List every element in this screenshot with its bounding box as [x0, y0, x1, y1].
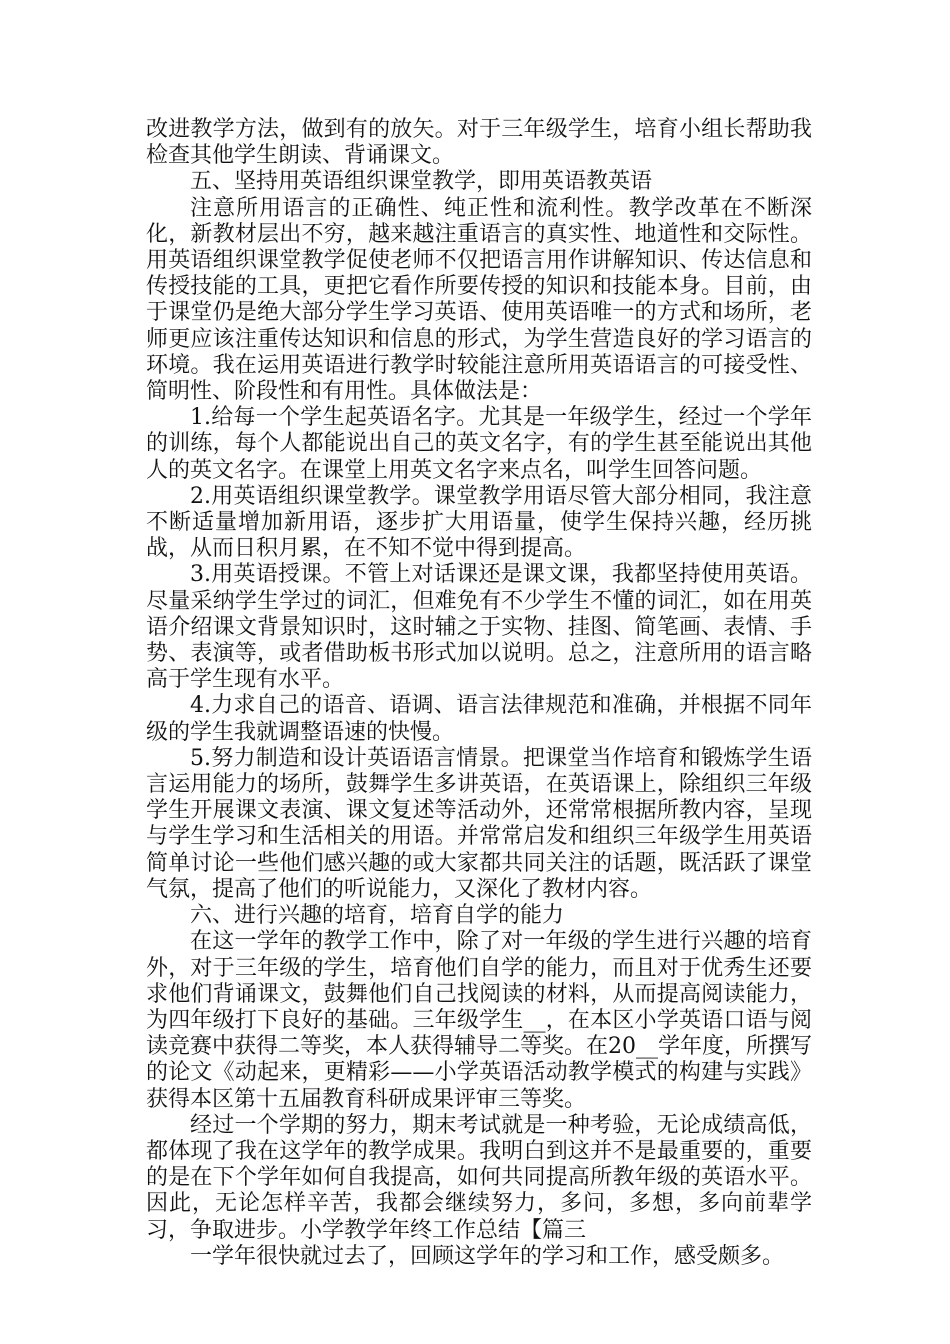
paragraph-10: 在这一学年的教学工作中，除了对一年级的学生进行兴趣的培育外，对于三年级的学生，培育他们自学的能力，而且对于优秀生还要求他们背诵课文，鼓舞他们自己找阅读的材料，从而提高阅读能力，为四年级打下良好的基础。三年级学生__，在本区小学英语口语与阅读竞赛中获得二等奖，本人获得辅导二等奖。在20__学年度，所撰写的论文《动起来，更精彩——小学英语活动教学模式的构建与实践》获得本区第十五届教育科研成果评审三等奖。 — [146, 929, 812, 1112]
paragraph-1: 改进教学方法，做到有的放矢。对于三年级学生，培育小组长帮助我检查其他学生朗读、背诵课文。 — [146, 117, 812, 169]
paragraph-12: 一学年很快就过去了，回顾这学年的学习和工作，感受颇多。 — [190, 1243, 785, 1269]
document-body — [146, 117, 812, 1270]
list-item-5: 5.努力制造和设计英语语言情景。把课堂当作培育和锻炼学生语言运用能力的场所，鼓舞学生多讲英语，在英语课上，除组织三年级学生开展课文表演、课文复述等活动外，还常常根据所教内容，呈现与学生学习和生活相关的用语。并常常启发和组织三年级学生用英语简单讨论一些他们感兴趣的或大家都共同关注的话题，既活跃了课堂气氛，提高了他们的听说能力，又深化了教材内容。 — [146, 745, 812, 902]
paragraph-3: 注意所用语言的正确性、纯正性和流利性。教学改革在不断深化，新教材层出不穷，越来越注重语言的真实性、地道性和交际性。用英语组织课堂教学促使老师不仅把语言用作讲解知识、传达信息和传授技能的工具，更把它看作所要传授的知识和技能本身。目前，由于课堂仍是绝大部分学生学习英语、使用英语唯一的方式和场所，老师更应该注重传达知识和信息的形式，为学生营造良好的学习语言的环境。我在运用英语进行教学时较能注意所用英语语言的可接受性、简明性、阶段性和有用性。具体做法是： — [146, 195, 812, 405]
list-item-2: 2.用英语组织课堂教学。课堂教学用语尽管大部分相同，我注意不断适量增加新用语，逐步扩大用语量，使学生保持兴趣，经历挑战，从而日积月累，在不知不觉中得到提高。 — [146, 483, 812, 562]
paragraph-11: 经过一个学期的努力，期末考试就是一种考验，无论成绩高低，都体现了我在这学年的教学成果。我明白到这并不是最重要的，重要的是在下个学年如何自我提高，如何共同提高所教年级的英语水平。因此，无论怎样辛苦，我都会继续努力，多问，多想，多向前辈学习，争取进步。小学教学年终工作总结【篇三 — [146, 1112, 812, 1243]
section-heading-5: 五、坚持用英语组织课堂教学，即用英语教英语 — [190, 169, 653, 195]
list-item-3: 3.用英语授课。不管上对话课还是课文课，我都坚持使用英语。尽量采纳学生学过的词汇，但难免有不少学生不懂的词汇，如在用英语介绍课文背景知识时，这时辅之于实物、挂图、简笔画、表情、手势、表演等，或者借助板书形式加以说明。总之，注意所用的语言略高于学生现有水平。 — [146, 562, 812, 693]
list-item-1: 1.给每一个学生起英语名字。尤其是一年级学生，经过一个学年的训练，每个人都能说出自己的英文名字，有的学生甚至能说出其他人的英文名字。在课堂上用英文名字来点名，叫学生回答问题。 — [146, 405, 812, 483]
list-item-4: 4.力求自己的语音、语调、语言法律规范和准确，并根据不同年级的学生我就调整语速的快慢。 — [146, 693, 812, 745]
section-heading-6: 六、进行兴趣的培育，培育自学的能力 — [190, 903, 565, 929]
